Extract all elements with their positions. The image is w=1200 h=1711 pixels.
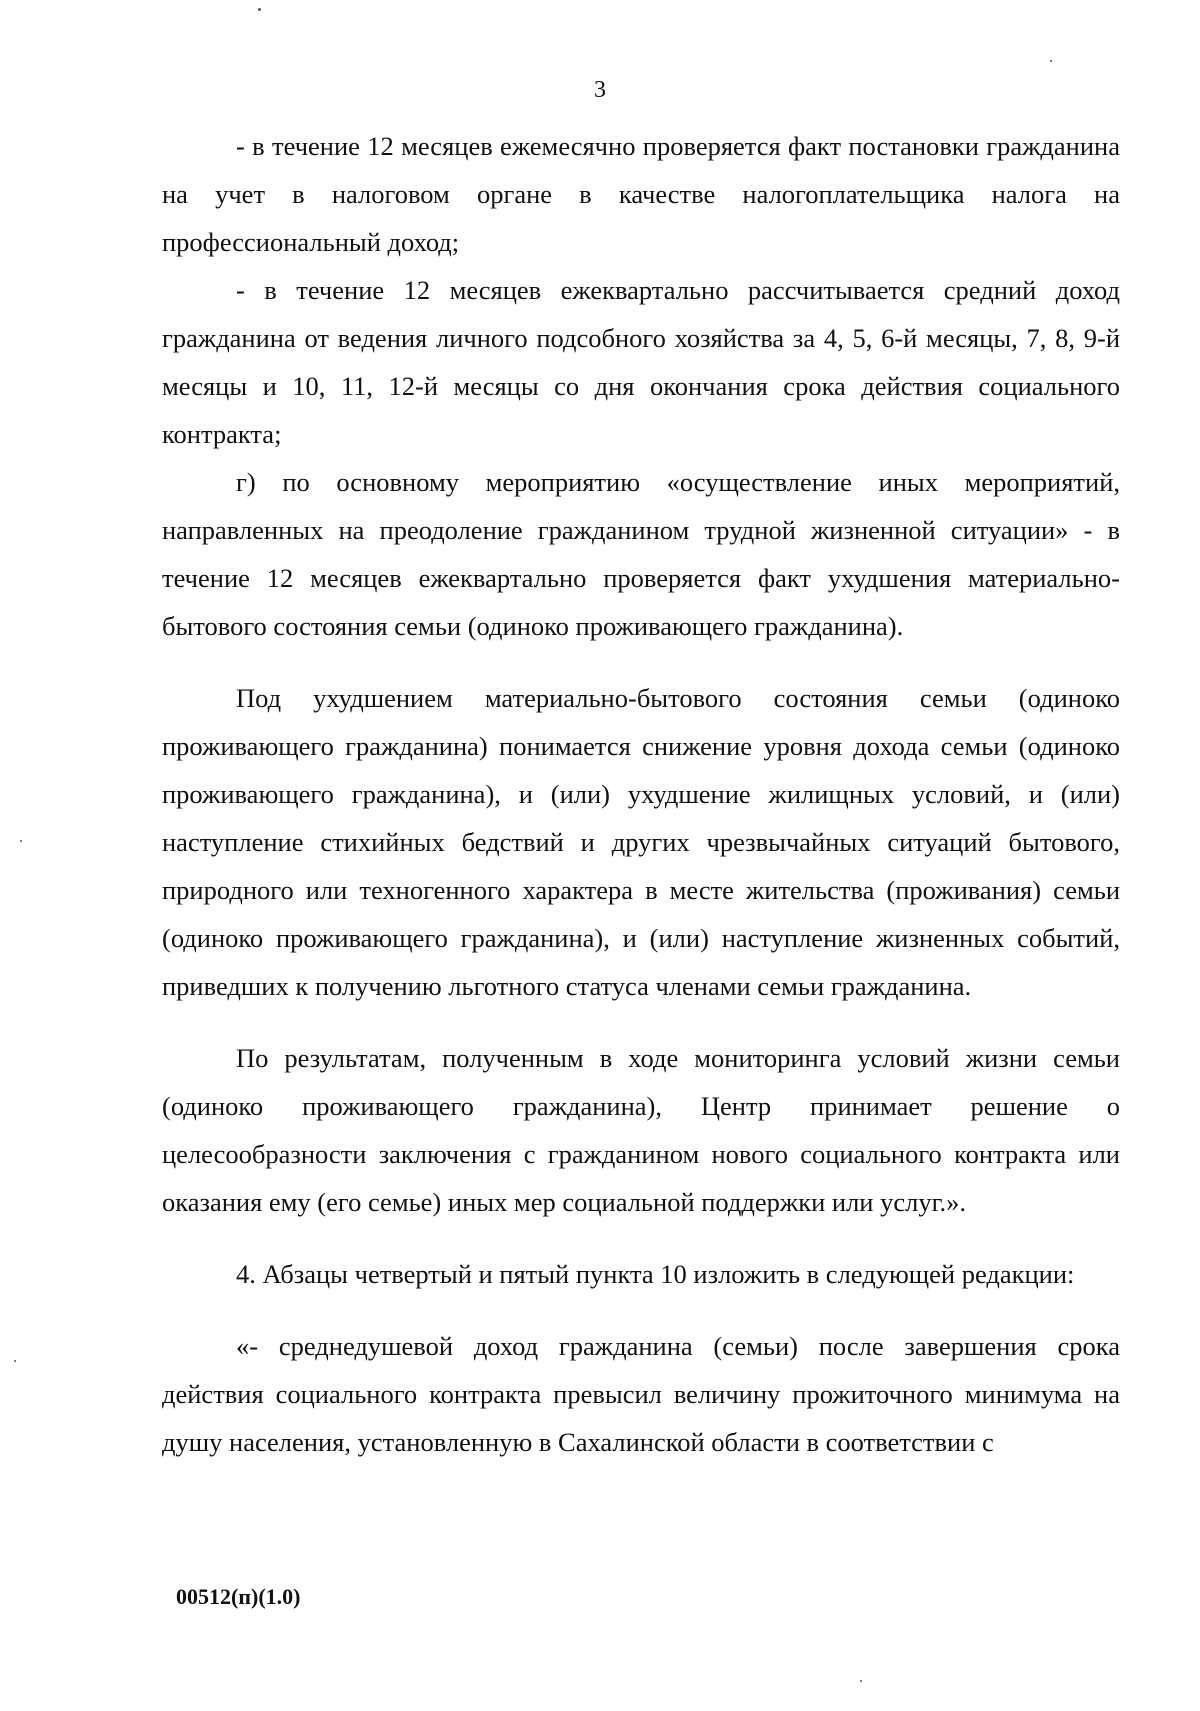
page-number: 3	[594, 77, 606, 103]
document-body	[162, 122, 1120, 1466]
paragraph-household-income-check: - в течение 12 месяцев ежеквартально рассчитывается средний доход гражданина от ведения личного подсобного хозяйства за 4, 5, 6-й месяцы, 7, 8, 9-й месяцы и 10, 11, 12-й месяцы со дня окончания срока действия социального контракта;	[162, 275, 1120, 449]
paragraph-monitoring-results: По результатам, полученным в ходе мониторинга условий жизни семьи (одиноко проживающего гражданина), Центр принимает решение о целесообразности заключения с гражданином нового социального контракта или оказания ему (его семье) иных мер социальной поддержки или услуг.».	[162, 1043, 1120, 1217]
paragraph-amendment-item-4: 4. Абзацы четвертый и пятый пункта 10 изложить в следующей редакции:	[236, 1259, 1075, 1289]
scan-artifact	[860, 1680, 862, 1682]
paragraph-deterioration-definition: Под ухудшением материально-бытового состояния семьи (одиноко проживающего гражданина) понимается снижение уровня дохода семьи (одиноко проживающего гражданина), и (или) ухудшение жилищных условий, и (или) наступление стихийных бедствий и других чрезвычайных ситуаций бытового, природного или техногенного характера в месте жительства (проживания) семьи (одиноко проживающего гражданина), и (или) наступление жизненных событий, приведших к получению льготного статуса членами семьи гражданина.	[162, 683, 1120, 1001]
paragraph-other-measures-check: г) по основному мероприятию «осуществление иных мероприятий, направленных на преодоление гражданином трудной жизненной ситуации» - в течение 12 месяцев ежеквартально проверяется факт ухудшения материально-бытового состояния семьи (одиноко проживающего гражданина).	[162, 467, 1120, 641]
scan-artifact	[1050, 60, 1052, 62]
paragraph-new-wording: «- среднедушевой доход гражданина (семьи) после завершения срока действия социального контракта превысил величину прожиточного минимума на душу населения, установленную в Сахалинской области в соответствии с	[162, 1331, 1120, 1457]
scan-artifact	[14, 1360, 16, 1362]
scan-artifact	[258, 8, 261, 11]
document-code: 00512(п)(1.0)	[176, 1584, 301, 1609]
paragraph-tax-registration-check: - в течение 12 месяцев ежемесячно проверяется факт постановки гражданина на учет в налоговом органе в качестве налогоплательщика налога на профессиональный доход;	[162, 131, 1120, 257]
scan-artifact	[20, 840, 22, 842]
